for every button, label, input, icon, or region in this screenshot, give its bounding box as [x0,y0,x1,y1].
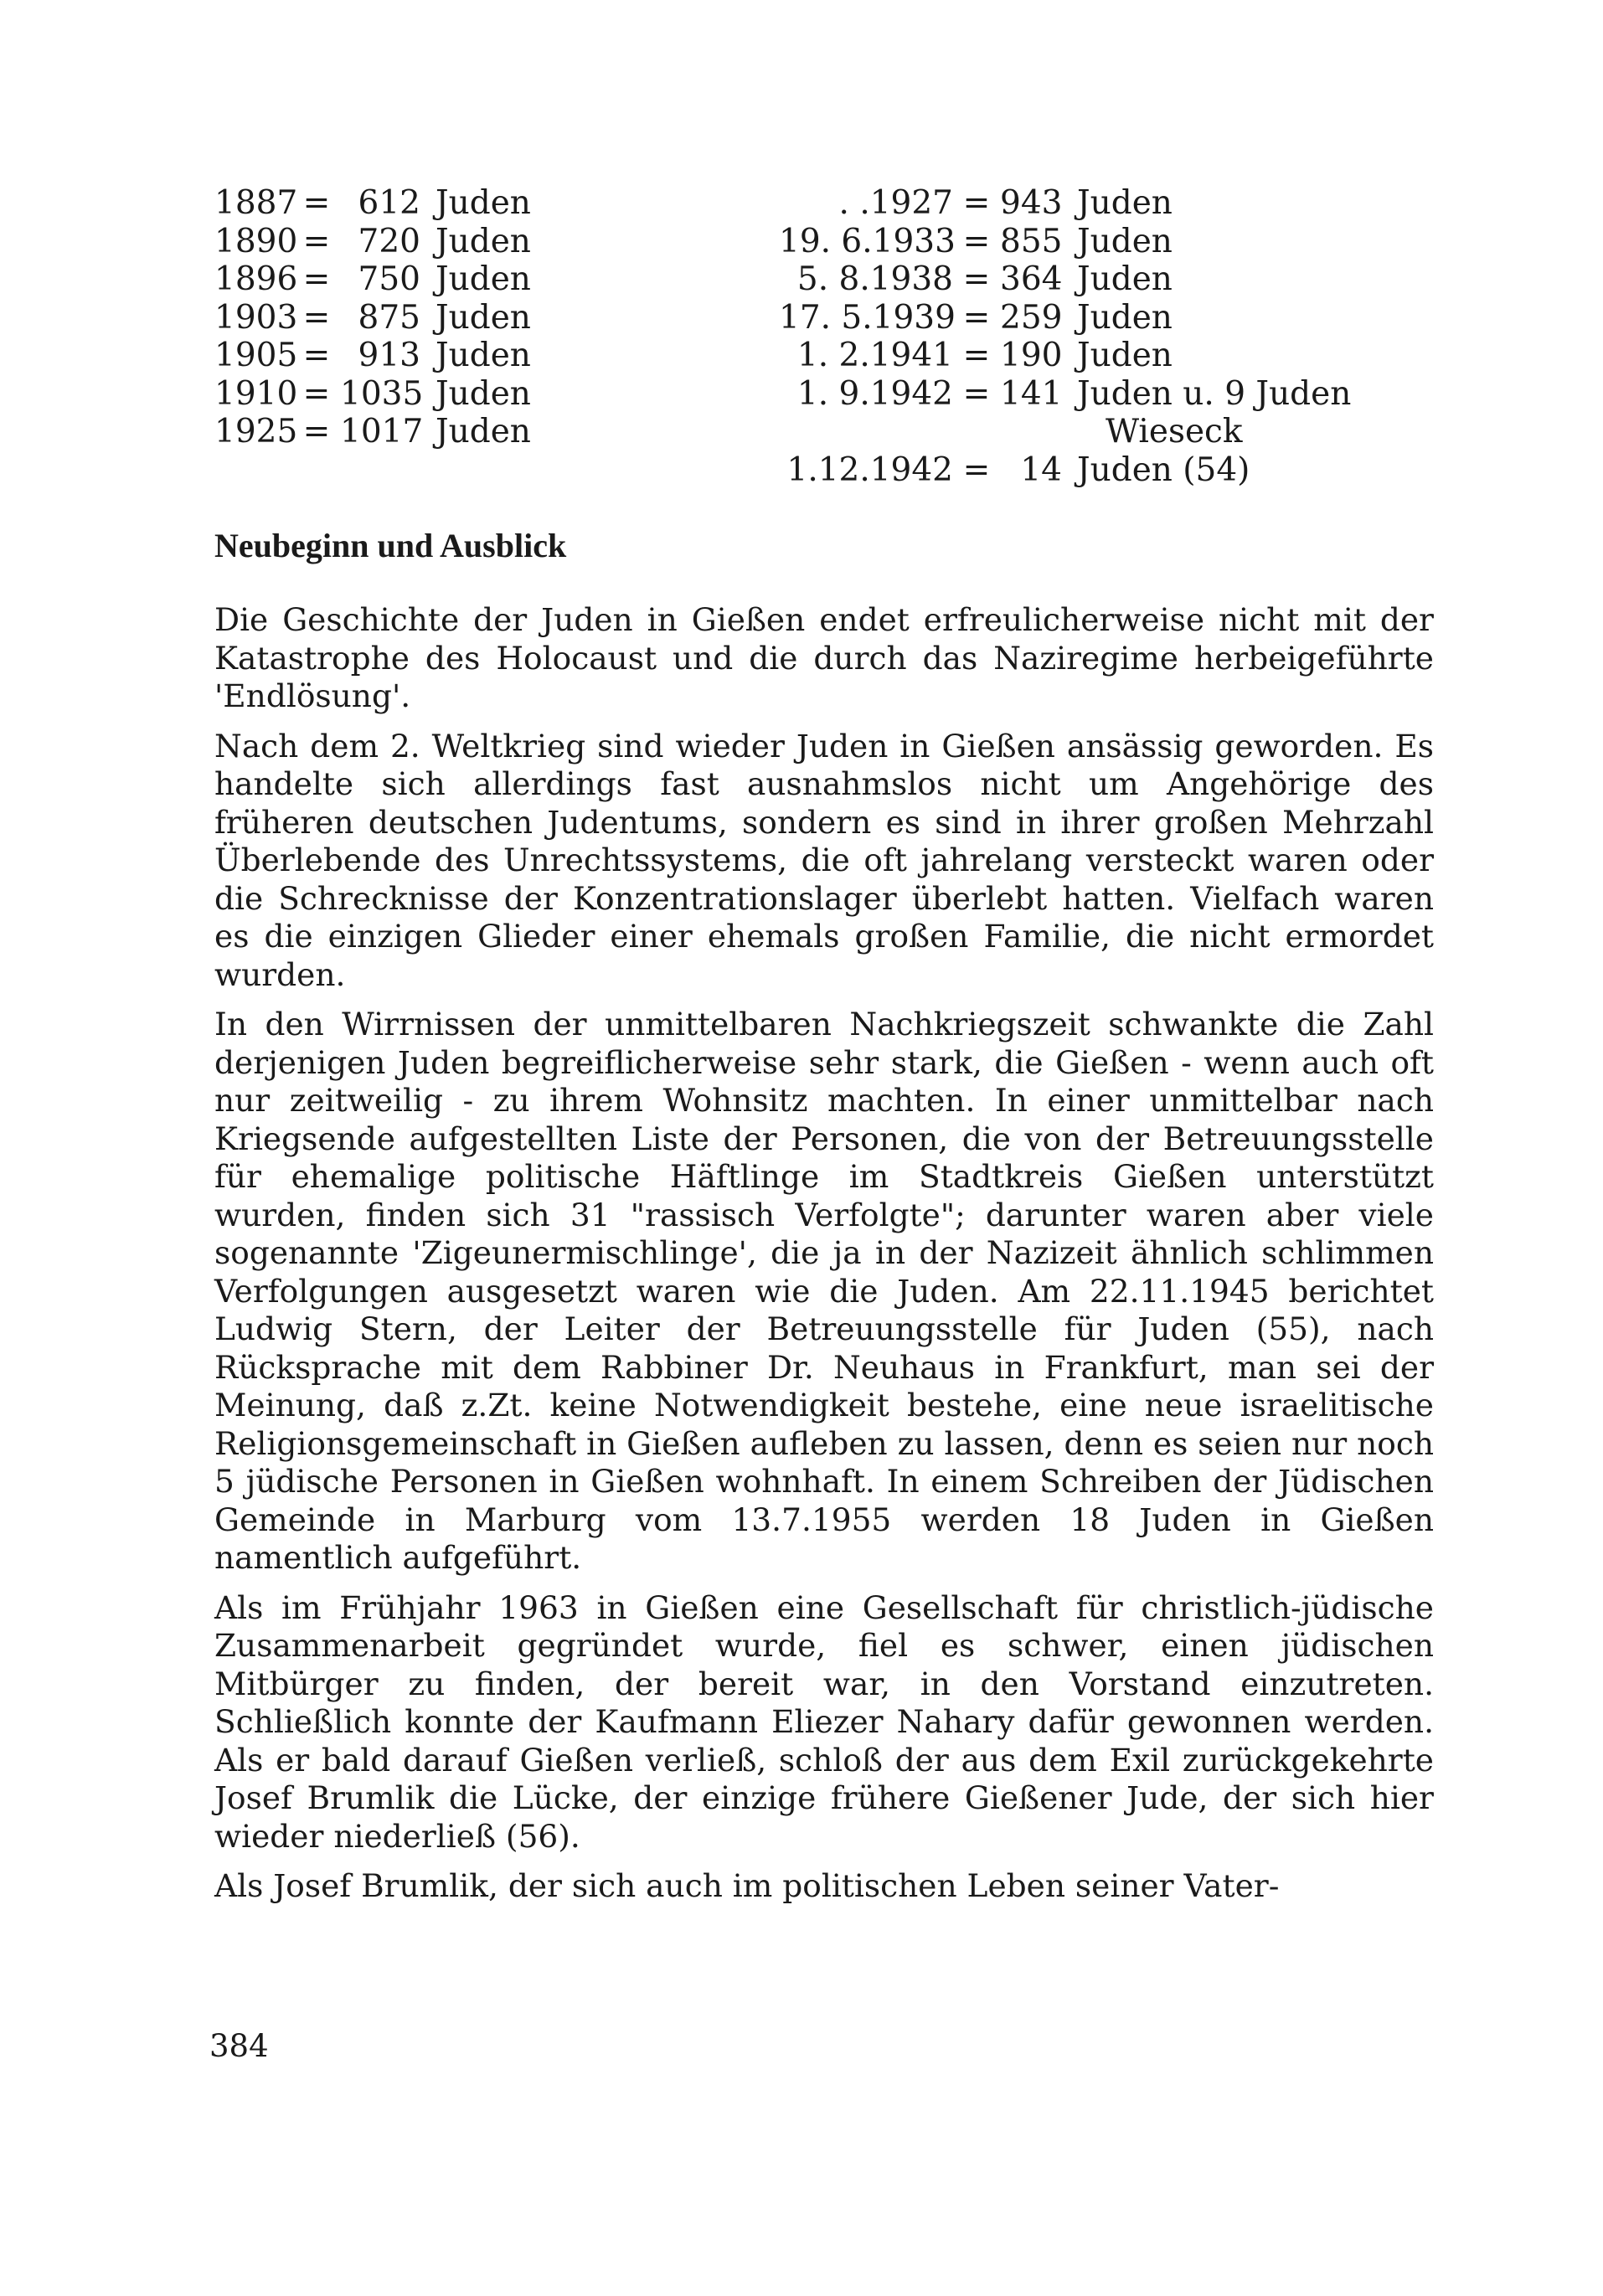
table-row [779,375,1351,414]
year-cell: 1890 [214,222,298,260]
paragraph: Als im Frühjahr 1963 in Gießen eine Gesellschaft für christlich-jüdische Zusammenarbeit gegründet wurde, fiel es schwer, einen jüdischen Mitbürger zu finden, der bereit war, in den Vorstand einzutreten. Schließlich konnte der Kaufmann Eliezer Nahary dafür gewonnen werden. Als er bald darauf Gießen verließ, schloß der aus dem Exil zurückgekehrte Josef Brumlik die Lücke, der einzige frühere Gießener Jude, der sich hier wieder niederließ (56). [214,1588,1434,1855]
equals-sign: = [962,260,991,298]
table-row [214,299,531,337]
equals-sign: = [302,298,331,337]
count-cell: 190 [1000,337,1063,374]
equals-sign: = [962,222,991,260]
equals-sign: = [962,337,991,374]
table-row [214,260,531,299]
table-row [214,184,531,223]
population-table-right [779,184,1351,489]
equals-sign: = [302,260,331,298]
label-cell: Juden [436,337,531,374]
paragraph: Als Josef Brumlik, der sich auch im politischen Leben seiner Vater- [214,1867,1280,1904]
count-cell: 141 [1000,374,1063,413]
section-heading: Neubeginn und Ausblick [214,527,567,564]
count-cell: 855 [1000,222,1063,260]
table-row [779,223,1351,261]
label-cell: Juden [436,260,531,298]
year-cell: 1925 [214,413,298,450]
date-cell: 17. 5.1939 [779,298,956,337]
equals-sign: = [302,184,331,222]
table-row [779,451,1351,490]
label-cell: Juden [436,222,531,260]
label-cell: Juden (54) [1077,450,1250,489]
date-cell: 19. 6.1933 [779,222,956,260]
paragraph: In den Wirrnissen der unmittelbaren Nachkriegszeit schwankte die Zahl derjenigen Juden begreiflicherweise sehr stark, die Gießen - wenn auch oft nur zeitweilig - zu ihrem Wohnsitz machten. In einer unmittelbar nach Kriegsende aufgestellten Liste der Personen, die von der Betreuungsstelle für ehemalige politische Häftlinge im Stadtkreis Gießen unterstützt wurden, finden sich 31 "rassisch Verfolgte"; darunter waren aber viele sogenannte 'Zigeunermischlinge', die ja in der Nazizeit ähnlich schlimmen Verfolgungen ausgesetzt waren wie die Juden. Am 22.11.1945 berichtet Ludwig Stern, der Leiter der Betreuungsstelle für Juden (55), nach Rücksprache mit dem Rabbiner Dr. Neuhaus in Frankfurt, man sei der Meinung, daß z.Zt. keine Notwendigkeit bestehe, eine neue israelitische Religionsgemeinschaft in Gießen aufleben zu lassen, denn es seien nur noch 5 jüdische Personen in Gießen wohnhaft. In einem Schreiben der Jüdischen Gemeinde in Marburg vom 13.7.1955 werden 18 Juden in Gießen namentlich aufgeführt. [214,1006,1434,1576]
paragraph: Nach dem 2. Weltkrieg sind wieder Juden in Gießen ansässig geworden. Es handelte sich allerdings fast ausnahmslos nicht um Angehörige des früheren deutschen Judentums, sondern es sind in ihrer großen Mehrzahl Überlebende des Unrechtssystems, die oft jahrelang versteckt waren oder die Schrecknisse der Konzentrationslager überlebt hatten. Vielfach waren es die einzigen Glieder einer ehemals großen Familie, die nicht ermordet wurden. [214,727,1434,993]
year-cell: 1887 [214,184,298,222]
table-row [779,299,1351,337]
page-number: 384 [209,2028,269,2064]
date-cell: 1. 2.1941 [796,337,953,374]
table-row-continuation [779,413,1351,451]
body-text [214,601,1434,1918]
table-row [214,337,531,375]
count-cell: 875 [358,298,420,337]
year-cell: 1910 [214,374,298,413]
label-cell: Juden [436,184,531,222]
population-table-left [214,184,531,451]
date-cell: 5. 8.1938 [796,260,953,298]
count-cell: 1035 [340,374,424,413]
count-cell: 1017 [340,413,424,450]
count-cell: 913 [358,337,420,374]
count-cell: 750 [358,260,420,298]
table-row [214,375,531,414]
date-cell: . .1927 [838,184,953,222]
year-cell: 1905 [214,337,298,374]
count-cell: 259 [1000,298,1063,337]
label-cell: Juden [436,298,531,337]
count-cell: 612 [358,184,420,222]
count-cell: 720 [358,222,420,260]
count-cell: 943 [1000,184,1063,222]
date-cell: 1.12.1942 [786,450,953,489]
table-row [779,337,1351,375]
year-cell: 1903 [214,298,298,337]
label-cell: Juden [1077,260,1173,298]
label-cell: Juden [1077,184,1173,222]
label-cell: Juden [436,374,531,413]
equals-sign: = [302,413,331,450]
label-cell: Juden u. 9 Juden [1077,374,1352,413]
label-cell: Juden [1077,298,1173,337]
label-cell: Wieseck [1106,413,1243,450]
equals-sign: = [302,337,331,374]
table-row [779,260,1351,299]
equals-sign: = [302,374,331,413]
equals-sign: = [302,222,331,260]
table-row [214,223,531,261]
equals-sign: = [962,450,991,489]
equals-sign: = [962,374,991,413]
label-cell: Juden [1077,337,1173,374]
equals-sign: = [962,298,991,337]
label-cell: Juden [1077,222,1173,260]
count-cell: 14 [1020,450,1062,489]
year-cell: 1896 [214,260,298,298]
table-row [214,413,531,451]
table-row [779,184,1351,223]
equals-sign: = [962,184,991,222]
count-cell: 364 [1000,260,1063,298]
paragraph: Die Geschichte der Juden in Gießen endet erfreulicherweise nicht mit der Katastrophe des Holocaust und die durch das Naziregime herbeigeführte 'Endlösung'. [214,601,1434,714]
label-cell: Juden [436,413,531,450]
date-cell: 1. 9.1942 [796,374,953,413]
